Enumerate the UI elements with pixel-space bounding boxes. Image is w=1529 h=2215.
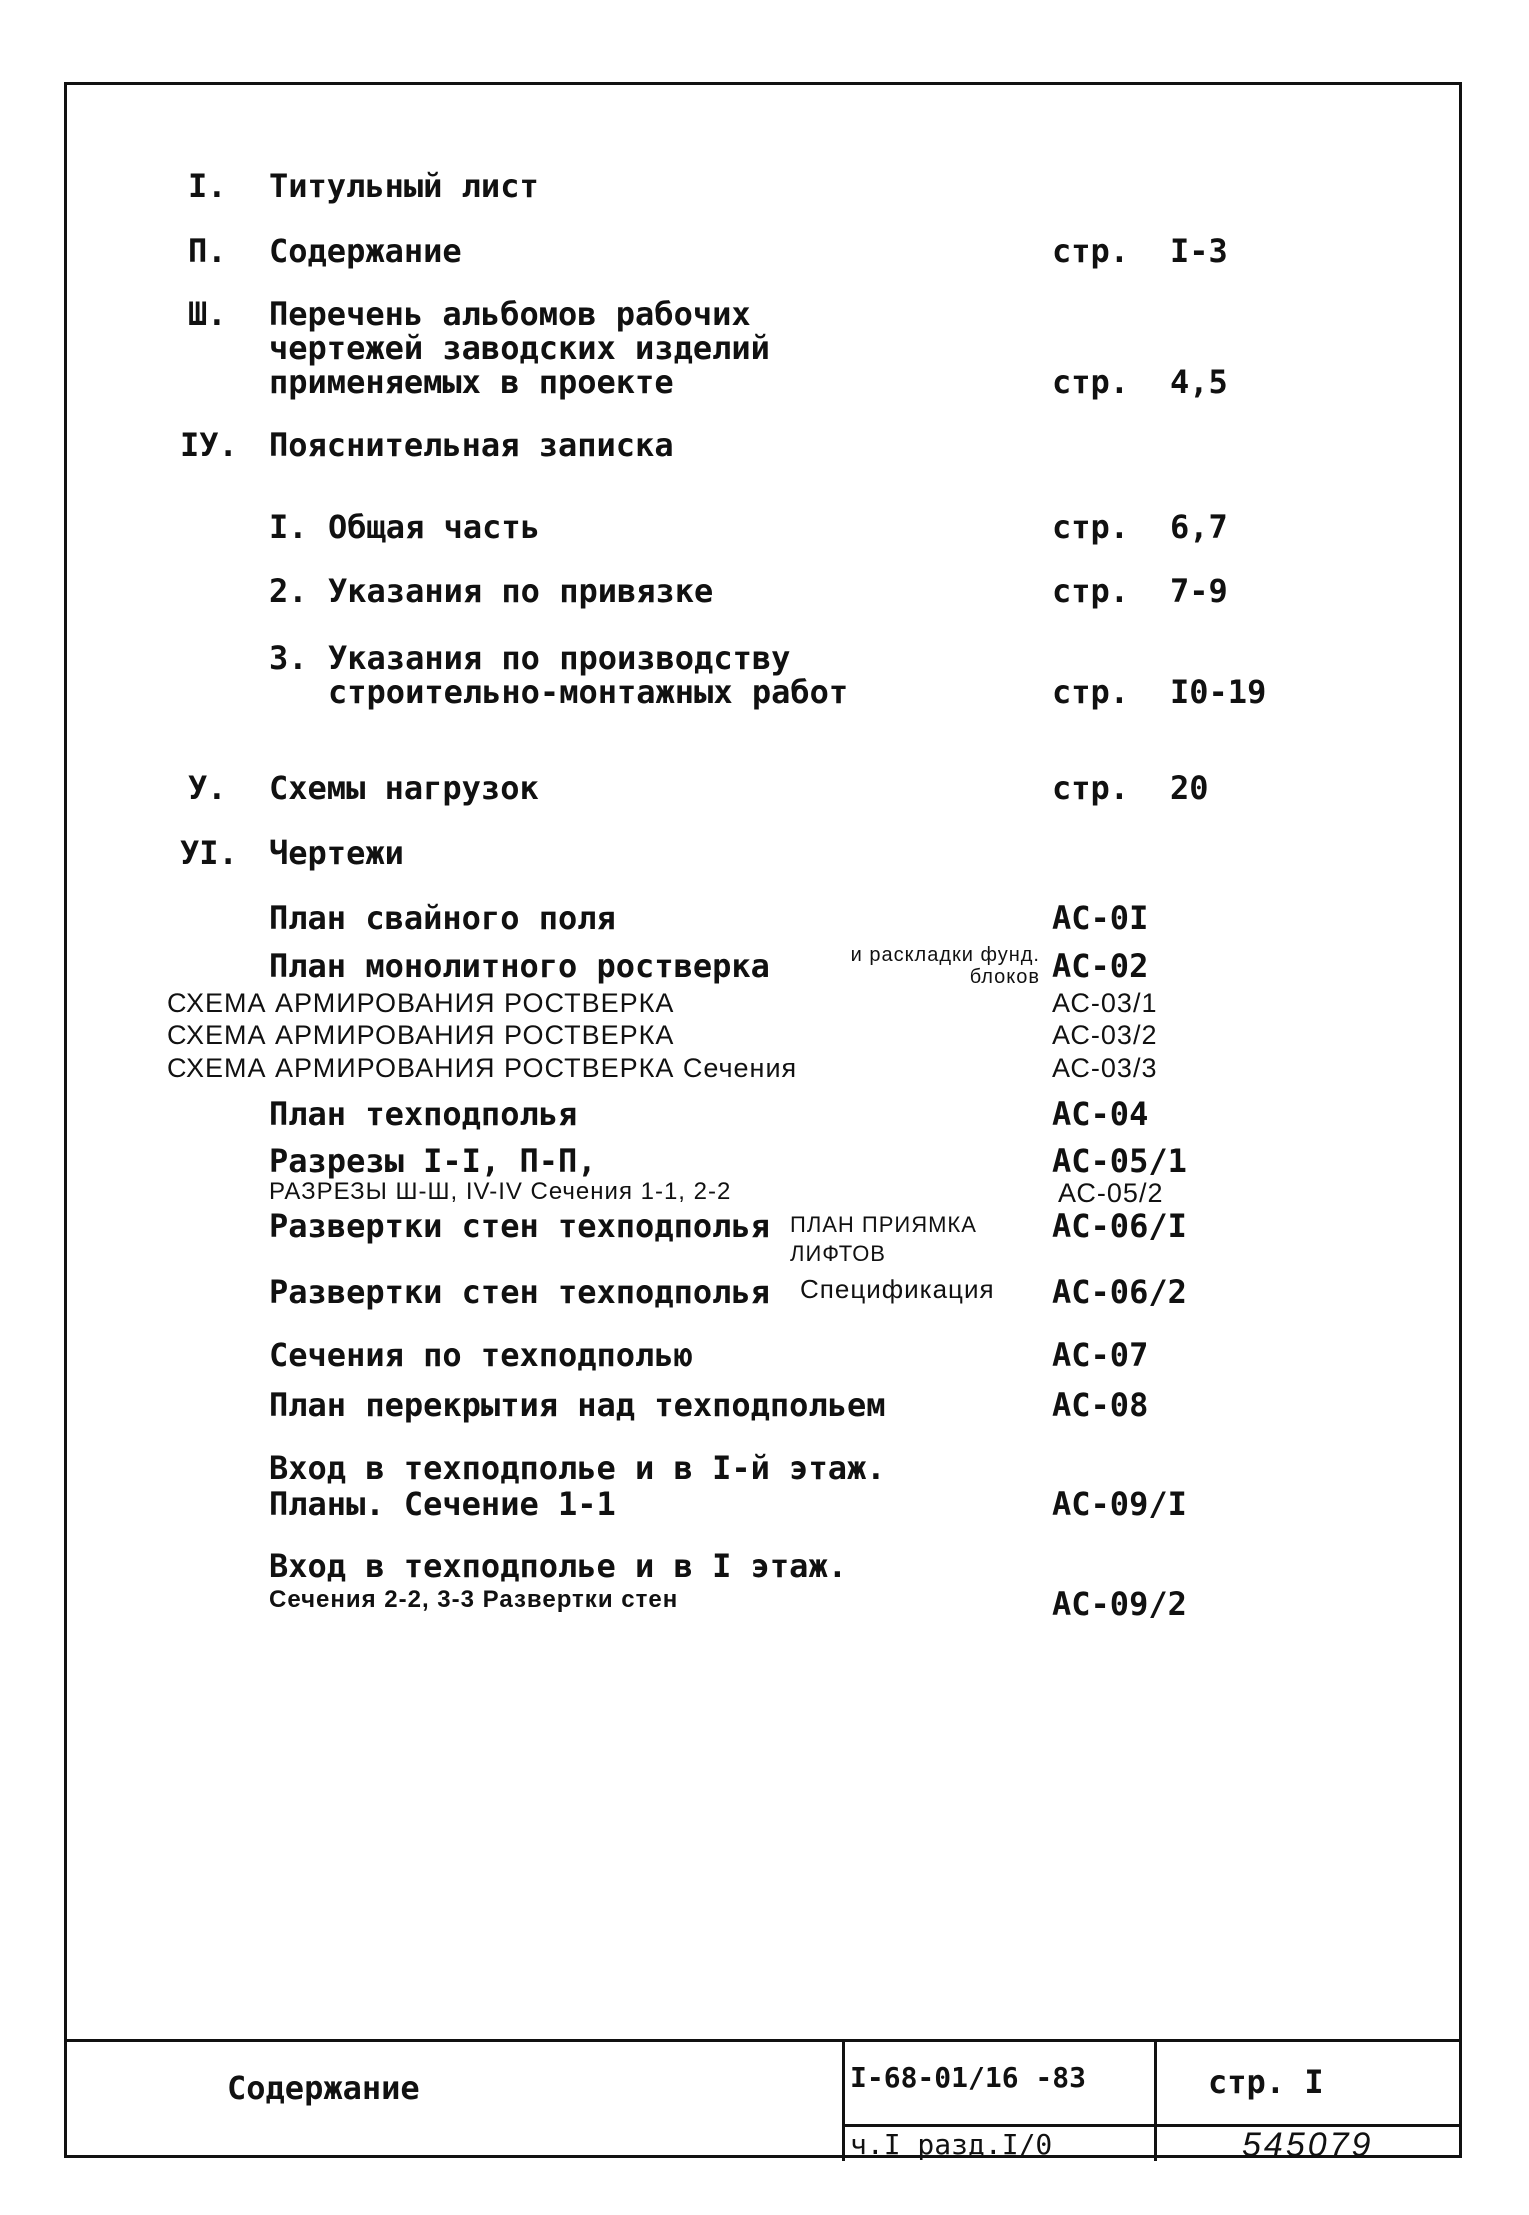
page-ref: I0-19 [1170, 673, 1267, 711]
page-ref: I-3 [1170, 232, 1228, 270]
drawing-code: АС-05/2 [1058, 1178, 1164, 1208]
subsection-number: 3. [269, 639, 308, 677]
subsection-title: Общая часть [328, 508, 540, 546]
handwritten-note: ПЛАН ПРИЯМКА ЛИФТОВ [790, 1212, 977, 1266]
subsection-number: 2. [269, 572, 308, 610]
section-number: У. [188, 769, 227, 807]
section-title-line: чертежей заводских изделий [269, 329, 770, 367]
subsection-title-line: строительно-монтажных работ [328, 673, 849, 711]
page-prefix: стр. [1052, 508, 1130, 546]
document-code: I-68-01/16 -83 [850, 2061, 1087, 2094]
section-title: Схемы нагрузок [269, 769, 539, 807]
drawing-title: План свайного поля [269, 899, 616, 937]
drawing-code: АС-0I [1052, 899, 1149, 937]
divider [1154, 2042, 1157, 2161]
section-title: Чертежи [269, 834, 404, 872]
page-ref: 7-9 [1170, 572, 1228, 610]
drawing-title: План перекрытия над техподпольем [269, 1386, 886, 1424]
drawing-code: АС-06/2 [1052, 1273, 1187, 1311]
drawing-title: СХЕМА АРМИРОВАНИЯ РОСТВЕРКА [167, 1020, 675, 1050]
sheet-name: Содержание [227, 2069, 420, 2107]
drawing-code: АС-03/1 [1052, 988, 1158, 1018]
drawing-title: СХЕМА АРМИРОВАНИЯ РОСТВЕРКА Сечения [167, 1053, 798, 1083]
page-prefix: стр. [1052, 363, 1130, 401]
page-prefix: стр. [1052, 232, 1130, 270]
section-title-line: Перечень альбомов рабочих [269, 295, 751, 333]
drawing-code: АС-07 [1052, 1336, 1149, 1374]
drawing-code: АС-05/1 [1052, 1142, 1187, 1180]
inventory-number: 545079 [1242, 2126, 1374, 2164]
handwritten-note: и раскладки фунд. блоков [850, 944, 1040, 988]
drawing-title: СХЕМА АРМИРОВАНИЯ РОСТВЕРКА [167, 988, 675, 1018]
drawing-title-line: Вход в техподполье и в I этаж. [269, 1547, 847, 1585]
divider [842, 2042, 845, 2161]
drawing-code: АС-08 [1052, 1386, 1149, 1424]
drawing-title: Разрезы I-I, П-П, [269, 1142, 597, 1180]
page-ref: 4,5 [1170, 363, 1228, 401]
part-section: ч.I разд.I/0 [850, 2128, 1053, 2161]
drawing-title: Развертки стен техподполья [269, 1273, 770, 1311]
subsection-title: Указания по привязке [328, 572, 714, 610]
page-ref: 6,7 [1170, 508, 1228, 546]
page-prefix: стр. [1052, 673, 1130, 711]
section-title: Содержание [269, 232, 462, 270]
subsection-number: I. [269, 508, 308, 546]
handwritten-note: Спецификация [800, 1274, 995, 1304]
drawing-code: АС-03/3 [1052, 1053, 1158, 1083]
title-block [64, 2039, 1462, 2164]
drawing-code: АС-09/2 [1052, 1585, 1187, 1623]
drawing-code: АС-09/I [1052, 1485, 1187, 1523]
drawing-title: План техподполья [269, 1095, 578, 1133]
drawing-code: АС-02 [1052, 947, 1149, 985]
drawing-title: Развертки стен техподполья [269, 1207, 770, 1245]
drawing-title-line: Планы. Сечение 1-1 [269, 1485, 616, 1523]
subsection-title-line: Указания по производству [328, 639, 791, 677]
section-number: I. [188, 167, 227, 205]
section-title: Пояснительная записка [269, 426, 674, 464]
drawing-code: АС-04 [1052, 1095, 1149, 1133]
drawing-code: АС-03/2 [1052, 1020, 1158, 1050]
section-number: IУ. [180, 426, 238, 464]
section-number: П. [188, 232, 227, 270]
drawing-title: РАЗРЕЗЫ Ш-Ш, IV-IV Сечения 1-1, 2-2 [269, 1178, 732, 1205]
sheet-page: стр. I [1208, 2063, 1324, 2101]
drawing-title-line: Сечения 2-2, 3-3 Развертки стен [269, 1586, 679, 1613]
section-number: Ш. [188, 295, 227, 333]
drawing-title-line: Вход в техподполье и в I-й этаж. [269, 1449, 886, 1487]
page-prefix: стр. [1052, 572, 1130, 610]
section-title-line: применяемых в проекте [269, 363, 674, 401]
drawing-code: АС-06/I [1052, 1207, 1187, 1245]
drawing-title: План монолитного ростверка [269, 947, 770, 985]
drawing-title: Сечения по техподполью [269, 1336, 693, 1374]
page-ref: 20 [1170, 769, 1209, 807]
section-title: Титульный лист [269, 167, 539, 205]
section-number: УI. [180, 834, 238, 872]
page-prefix: стр. [1052, 769, 1130, 807]
